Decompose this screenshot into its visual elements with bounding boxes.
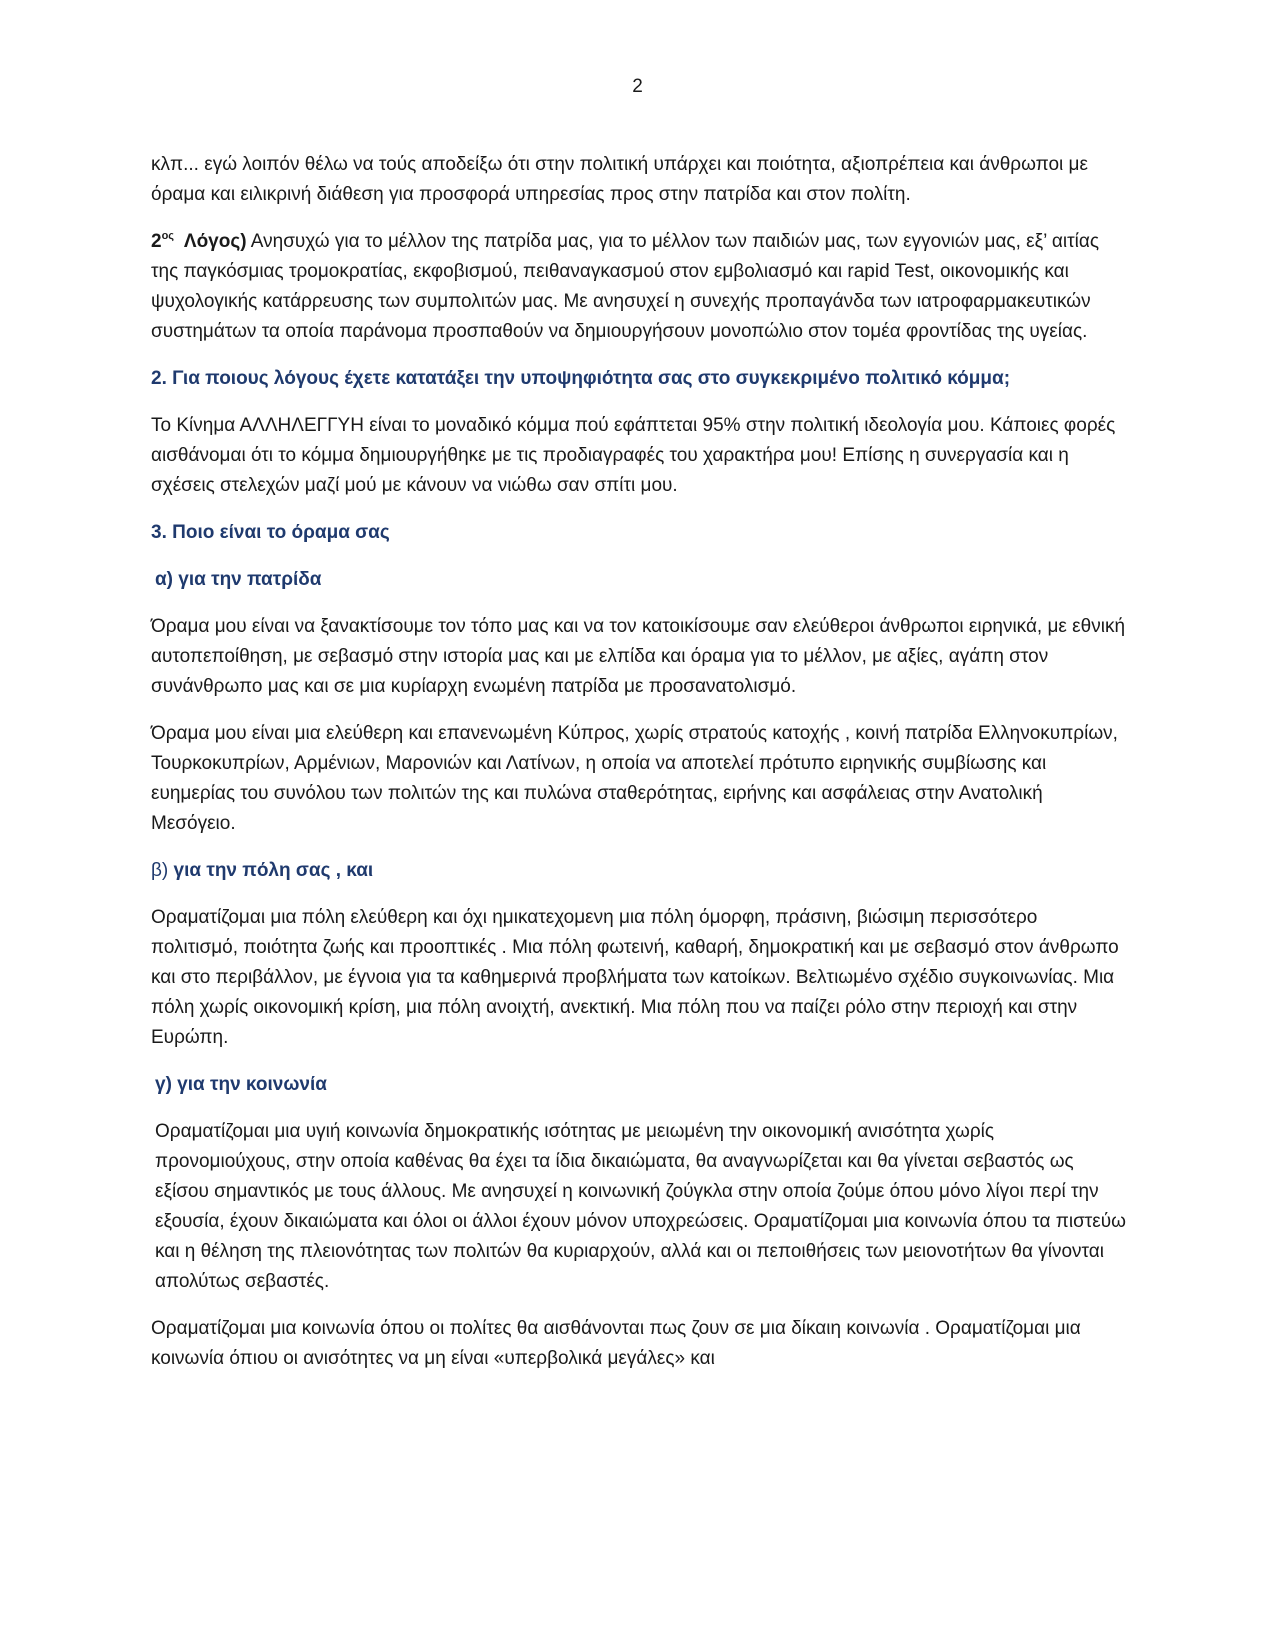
question-3b-prefix: β) [151, 860, 169, 881]
paragraph-intro: κλπ... εγώ λοιπόν θέλω να τούς αποδείξω ότι στην πολιτική υπάρχει και ποιότητα, αξιοπρέπεια και άνθρωποι με όραμα και ειλικρινή διάθεση για προσφορά υπηρεσίας προς στην πατρίδα και στον πολίτη. [151, 154, 1088, 205]
paragraph-vision-society-continued: Οραματίζομαι μια κοινωνία όπου οι πολίτες θα αισθάνονται πως ζουν σε μια δίκαιη κοινωνία . Οραματίζομαι μια κοινωνία όπιου οι ανισότητες να μη είναι «υπερβολικά μεγάλες» και [151, 1318, 1081, 1369]
document-body [151, 150, 1126, 1391]
paragraph-vision-cyprus: Όραμα μου είναι μια ελεύθερη και επανενωμένη Κύπρος, χωρίς στρατούς κατοχής , κοινή πατρίδα Ελληνοκυπρίων, Τουρκοκυπρίων, Αρμένιων, Μαρονιών και Λατίνων, η οποία να αποτελεί πρότυπο ειρηνικής συμβίωσης και ευημερίας του συνόλου των πολιτών της και πυλώνα σταθερότητας, ειρήνης και ασφάλειας στην Ανατολική Μεσόγειο. [151, 723, 1118, 834]
second-reason-suffix: ος [161, 230, 175, 242]
page-number: 2 [632, 76, 643, 97]
paragraph-party-reasons: Το Κίνημα ΑΛΛΗΛΕΓΓΥΗ είναι το μοναδικό κόμμα πού εφάπτεται 95% στην πολιτική ιδεολογία μου. Κάποιες φορές αισθάνομαι ότι το κόμμα δημιουργήθηκε με τις προδιαγραφές του χαρακτήρα μου! Επίσης η συνεργασία και η σχέσεις στελεχών μαζί μού με κάνουν να νιώθω σαν σπίτι μου. [151, 415, 1116, 496]
second-reason-text: Ανησυχώ για το μέλλον της πατρίδα μας, για το μέλλον των παιδιών μας, των εγγονιών μας, εξ’ αιτίας της παγκόσμιας τρομοκρατίας, εκφοβισμού, πειθαναγκασμού στον εμβολιασμό και rapid Test, οικονομικής και ψυχολογικής κατάρρευσης των συμπολιτών μας. Με ανησυχεί η συνεχής προπαγάνδα των ιατροφαρμακευτικών συστημάτων τα οποία παράνομα προσπαθούν να δημιουργήσουν μονοπώλιο στον τομέα φροντίδας της υγείας. [151, 231, 1099, 342]
paragraph-vision-city: Οραματίζομαι μια πόλη ελεύθερη και όχι ημικατεχομενη μια πόλη όμορφη, πράσινη, βιώσιμη περισσότερο πολιτισμό, ποιότητα ζωής και προοπτικές . Μια πόλη φωτεινή, καθαρή, δημοκρατική και με σεβασμό στον άνθρωπο και στο περιβάλλον, με έγνοια για τα καθημερινά προβλήματα των κατοίκων. Βελτιωμένο σχέδιο συγκοινωνίας. Μια πόλη χωρίς οικονομική κρίση, μια πόλη ανοιχτή, ανεκτική. Μια πόλη που να παίζει ρόλο στην περιοχή και στην Ευρώπη. [151, 907, 1119, 1048]
second-reason-label [151, 231, 247, 252]
question-3b-text: για την πόλη σας , και [168, 860, 374, 881]
paragraph-vision-homeland: Όραμα μου είναι να ξανακτίσουμε τον τόπο μας και να τον κατοικίσουμε σαν ελεύθεροι άνθρωποι ειρηνικά, με εθνική αυτοπεποίθηση, με σεβασμό στην ιστορία μας και με ελπίδα και όραμα για το μέλλον, με αξίες, αγάπη στον συνάνθρωπο μας και σε μια κυρίαρχη ενωμένη πατρίδα με προσανατολισμό. [151, 616, 1126, 697]
paragraph-vision-society: Οραματίζομαι μια υγιή κοινωνία δημοκρατικής ισότητας με μειωμένη την οικονομική ανισότητα χωρίς προνομιούχους, στην οποία καθένας θα έχει τα ίδια δικαιώματα, θα αναγνωρίζεται και θα γίνεται σεβαστός ως εξίσου σημαντικός με τους άλλους. Με ανησυχεί η κοινωνική ζούγκλα στην οποία ζούμε όπου μόνο λίγοι περί την εξουσία, έχουν δικαιώματα και όλοι οι άλλοι έχουν μόνον υποχρεώσεις. Οραματίζομαι μια κοινωνία όπου τα πιστεύω και η θέληση της πλειονότητας των πολιτών θα κυριαρχούν, αλλά και οι πεποιθήσεις των μειονοτήτων θα γίνονται απολύτως σεβαστές. [155, 1121, 1126, 1292]
question-2-heading: 2. Για ποιους λόγους έχετε κατατάξει την υποψηφιότητα σας στο συγκεκριμένο πολιτικό κόμμα; [151, 368, 1011, 389]
question-3a-heading: α) για την πατρίδα [155, 569, 322, 590]
second-reason-number: 2 [151, 231, 162, 252]
question-3b-heading [151, 856, 1126, 886]
paragraph-second-reason [151, 227, 1126, 347]
question-3c-heading: γ) για την κοινωνία [155, 1074, 327, 1095]
second-reason-word: Λόγος) [183, 231, 247, 252]
question-3-heading: 3. Ποιο είναι το όραμα σας [151, 522, 390, 543]
